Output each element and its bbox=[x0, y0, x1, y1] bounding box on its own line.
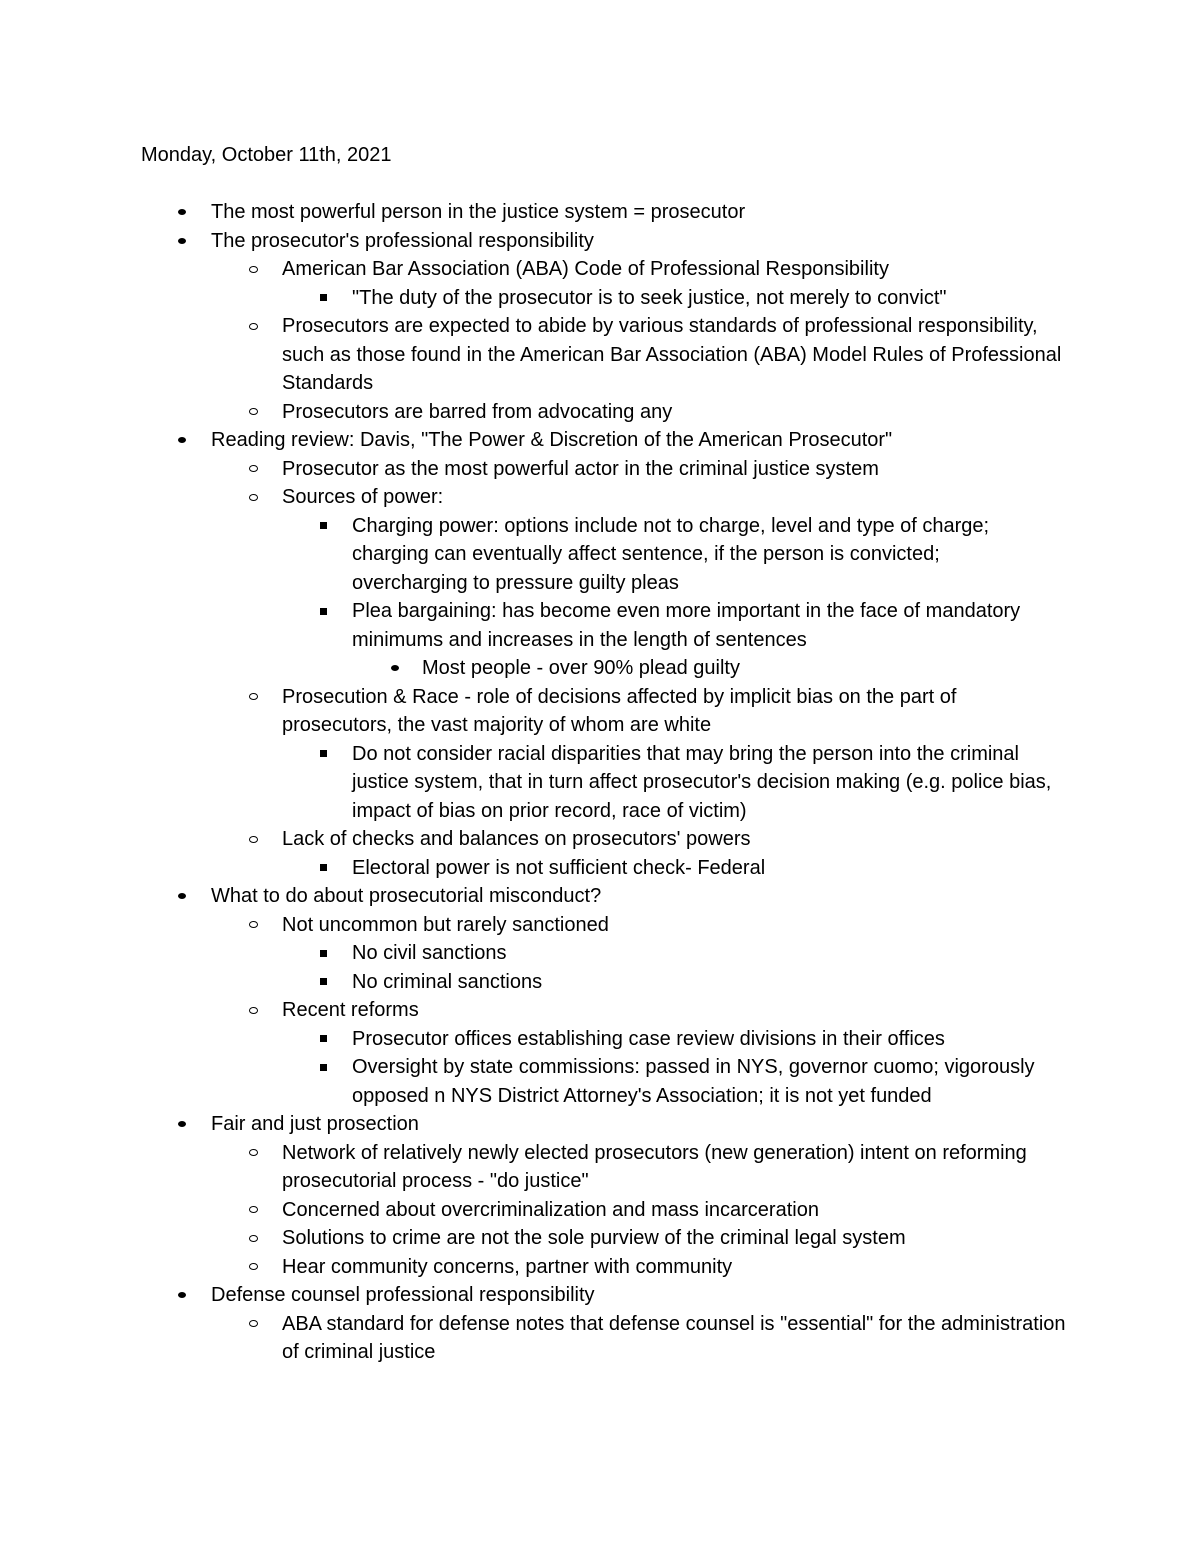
list-item-text: Concerned about overcriminalization and mass incarceration bbox=[282, 1198, 819, 1221]
circle-bullet-icon bbox=[246, 398, 260, 427]
list-item bbox=[352, 1053, 1052, 1110]
circle-bullet-icon bbox=[246, 996, 260, 1025]
disc-bullet-icon bbox=[175, 882, 189, 911]
square-bullet-icon bbox=[316, 939, 330, 968]
list-item bbox=[352, 1025, 1052, 1054]
list-item bbox=[282, 1310, 1072, 1367]
square-bullet-icon bbox=[316, 512, 330, 541]
square-bullet-icon bbox=[316, 740, 330, 769]
list-item-text: Prosecution & Race - role of decisions affected by implicit bias on the part of prosecutors, the vast majority of whom are white bbox=[282, 685, 957, 736]
list-item-text: Prosecutor as the most powerful actor in the criminal justice system bbox=[282, 457, 879, 480]
list-item bbox=[352, 740, 1052, 826]
disc-bullet-icon bbox=[175, 198, 189, 227]
circle-bullet-icon bbox=[246, 1224, 260, 1253]
list-item-text: Plea bargaining: has become even more important in the face of mandatory minimums and increases in the length of sentences bbox=[352, 600, 1021, 651]
list-item bbox=[352, 597, 1052, 654]
list-item-text: No civil sanctions bbox=[352, 942, 507, 964]
list-item bbox=[211, 1281, 1041, 1310]
square-bullet-icon bbox=[316, 968, 330, 997]
square-bullet-icon bbox=[316, 597, 330, 626]
list-item-text: Prosecutors are expected to abide by various standards of professional responsibility, such as those found in the American Bar Association (ABA) Model Rules of Professional Standards bbox=[282, 315, 1062, 394]
list-item bbox=[211, 426, 1041, 455]
list-item bbox=[282, 1139, 1072, 1196]
circle-bullet-icon bbox=[246, 483, 260, 512]
disc-bullet-icon bbox=[175, 1110, 189, 1139]
list-item bbox=[282, 312, 1072, 398]
document-date: Monday, October 11th, 2021 bbox=[141, 144, 392, 166]
list-item-text: Oversight by state commissions: passed in NYS, governor cuomo; vigorously opposed n NYS District Attorney's Association; it is not yet funded bbox=[352, 1056, 1035, 1107]
list-item bbox=[282, 483, 1072, 512]
list-item-text: Do not consider racial disparities that may bring the person into the criminal justice system, that in turn affect prosecutor's decision making (e.g. police bias, impact of bias on prior record, race of victim) bbox=[352, 742, 1052, 822]
list-item-text: Defense counsel professional responsibility bbox=[211, 1284, 595, 1306]
circle-bullet-icon bbox=[246, 1310, 260, 1339]
list-item bbox=[211, 227, 1041, 256]
square-bullet-icon bbox=[316, 1053, 330, 1082]
list-item bbox=[211, 198, 1041, 227]
circle-bullet-icon bbox=[246, 255, 260, 284]
list-item-text: Electoral power is not sufficient check- Federal bbox=[352, 856, 766, 879]
list-item bbox=[282, 911, 1072, 940]
disc-bullet-icon bbox=[175, 1281, 189, 1310]
list-item-text: Recent reforms bbox=[282, 999, 419, 1021]
list-item bbox=[352, 854, 1052, 883]
list-item bbox=[282, 255, 1072, 284]
circle-bullet-icon bbox=[246, 911, 260, 940]
list-item bbox=[211, 882, 1041, 911]
circle-bullet-icon bbox=[246, 1139, 260, 1168]
disc-bullet-icon bbox=[175, 227, 189, 256]
circle-bullet-icon bbox=[246, 683, 260, 712]
circle-bullet-icon bbox=[246, 1253, 260, 1282]
list-item bbox=[352, 512, 1052, 598]
square-bullet-icon bbox=[316, 854, 330, 883]
circle-bullet-icon bbox=[246, 312, 260, 341]
disc-bullet-icon bbox=[388, 654, 402, 683]
list-item-text: The most powerful person in the justice system = prosecutor bbox=[211, 201, 746, 223]
list-item-text: Hear community concerns, partner with community bbox=[282, 1255, 733, 1278]
square-bullet-icon bbox=[316, 284, 330, 313]
list-item bbox=[352, 939, 1052, 968]
list-item bbox=[282, 1253, 1072, 1282]
circle-bullet-icon bbox=[246, 825, 260, 854]
list-item bbox=[282, 1196, 1072, 1225]
list-item-text: ABA standard for defense notes that defense counsel is "essential" for the administration of criminal justice bbox=[282, 1312, 1066, 1363]
list-item bbox=[282, 1224, 1072, 1253]
list-item bbox=[282, 398, 1072, 427]
list-item-text: Most people - over 90% plead guilty bbox=[422, 657, 740, 679]
list-item-text: No criminal sanctions bbox=[352, 970, 543, 993]
list-item bbox=[282, 683, 1072, 740]
list-item-text: Prosecutors are barred from advocating any bbox=[282, 400, 673, 423]
circle-bullet-icon bbox=[246, 455, 260, 484]
circle-bullet-icon bbox=[246, 1196, 260, 1225]
list-item-text: What to do about prosecutorial misconduct? bbox=[211, 885, 602, 907]
disc-bullet-icon bbox=[175, 426, 189, 455]
list-item-text: Prosecutor offices establishing case review divisions in their offices bbox=[352, 1027, 945, 1050]
list-item-text: Solutions to crime are not the sole purview of the criminal legal system bbox=[282, 1227, 906, 1249]
list-item bbox=[282, 455, 1072, 484]
list-item-text: Not uncommon but rarely sanctioned bbox=[282, 913, 609, 936]
list-item bbox=[352, 284, 1052, 313]
list-item-text: American Bar Association (ABA) Code of Professional Responsibility bbox=[282, 258, 889, 280]
list-item-text: The prosecutor's professional responsibility bbox=[211, 229, 594, 252]
list-item bbox=[282, 825, 1072, 854]
list-item bbox=[282, 996, 1072, 1025]
list-item bbox=[422, 654, 1042, 683]
square-bullet-icon bbox=[316, 1025, 330, 1054]
list-item bbox=[211, 1110, 1041, 1139]
bullet-list bbox=[0, 198, 1200, 1367]
list-item-text: "The duty of the prosecutor is to seek justice, not merely to convict" bbox=[352, 286, 947, 309]
list-item-text: Lack of checks and balances on prosecutors' powers bbox=[282, 828, 751, 850]
list-item-text: Sources of power: bbox=[282, 486, 444, 508]
list-item-text: Reading review: Davis, "The Power & Discretion of the American Prosecutor" bbox=[211, 429, 893, 451]
list-item-text: Charging power: options include not to charge, level and type of charge; charging can eventually affect sentence, if the person is convicted; overcharging to pressure guilty pleas bbox=[352, 514, 990, 594]
list-item-text: Fair and just prosection bbox=[211, 1113, 419, 1135]
list-item-text: Network of relatively newly elected prosecutors (new generation) intent on reforming prosecutorial process - "do justice" bbox=[282, 1141, 1027, 1192]
list-item bbox=[352, 968, 1052, 997]
